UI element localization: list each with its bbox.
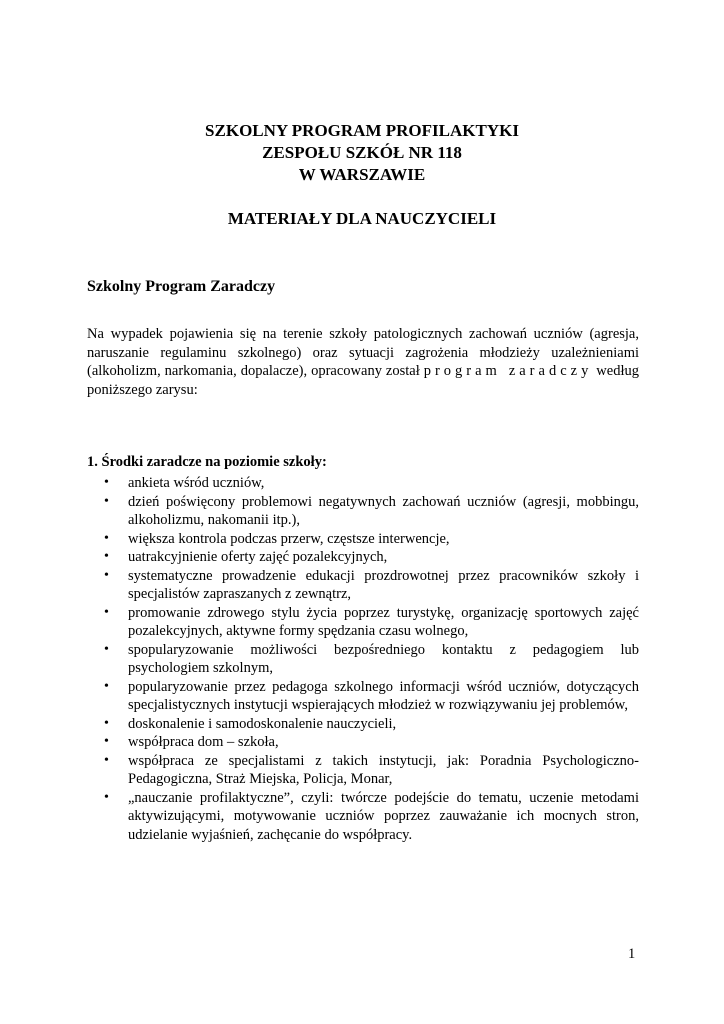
list-item (87, 733, 639, 752)
bullet-icon: • (104, 715, 109, 731)
bullet-icon: • (104, 493, 109, 509)
bullet-icon: • (104, 549, 109, 564)
list-item (87, 715, 639, 734)
list-item-text: ankieta wśród uczniów, (128, 475, 265, 491)
title-line: SZKOLNY PROGRAM PROFILAKTYKI (205, 121, 519, 140)
list-item (87, 752, 639, 789)
list-item-text: „nauczanie profilaktyczne”, czyli: twórcze podejście do tematu, uczenie metodami aktywizującymi, motywowanie uczniów poprzez zauważanie ich mocnych stron, udzielanie wyjaśnień, zachęcanie do współpracy. (128, 789, 639, 843)
bullet-icon: • (104, 789, 109, 805)
list-item (87, 789, 639, 845)
intro-paragraph (87, 325, 639, 399)
bullet-icon: • (104, 530, 109, 546)
list-item (87, 604, 639, 641)
title-line: ZESPOŁU SZKÓŁ NR 118 (262, 143, 462, 162)
document-subtitle: MATERIAŁY DLA NAUCZYCIELI (227, 209, 497, 228)
list-item-text: popularyzowanie przez pedagoga szkolnego informacji wśród uczniów, dotyczących specjalistycznych instytucji wspierających młodzież w rozwiązywaniu jej problemów, (128, 678, 639, 713)
intro-text-after: według poniższego zarysu: (87, 363, 639, 398)
list-item (87, 641, 639, 678)
bullet-icon: • (104, 604, 109, 620)
list-item-text: systematyczne prowadzenie edukacji prozdrowotnej przez pracowników szkoły i specjalistów zapraszanych z zewnątrz, (128, 567, 639, 602)
bullet-icon: • (104, 734, 109, 749)
list-item (87, 493, 639, 530)
list-item (87, 474, 639, 493)
bullet-icon: • (104, 678, 109, 694)
list-heading: 1. Środki zaradcze na poziomie szkoły: (87, 454, 327, 470)
list-item-text: dzień poświęcony problemowi negatywnych zachowań uczniów (agresji, mobbingu, alkoholizmu, nakomanii itp.), (128, 493, 639, 528)
intro-text-spaced: program zaradczy (423, 363, 593, 379)
list-item-text: spopularyzowanie możliwości bezpośredniego kontaktu z pedagogiem lub psychologiem szkolnym, (128, 641, 639, 676)
measures-list (87, 474, 639, 844)
list-item-text: uatrakcyjnienie oferty zajęć pozalekcyjnych, (128, 549, 388, 565)
page-number: 1 (628, 946, 636, 962)
title-line: W WARSZAWIE (298, 165, 426, 184)
list-item-text: doskonalenie i samodoskonalenie nauczycieli, (128, 715, 397, 732)
list-item-text: promowanie zdrowego stylu życia poprzez turystykę, organizację sportowych zajęć pozalekcyjnych, aktywne formy spędzania czasu wolnego, (128, 604, 639, 639)
list-item (87, 548, 639, 567)
bullet-icon: • (104, 567, 109, 583)
bullet-icon: • (104, 752, 109, 768)
section-heading: Szkolny Program Zaradczy (87, 278, 276, 295)
list-item (87, 678, 639, 715)
list-item (87, 530, 639, 549)
list-item-text: współpraca dom – szkoła, (128, 734, 279, 750)
bullet-icon: • (104, 641, 109, 657)
bullet-icon: • (104, 475, 109, 490)
list-item (87, 567, 639, 604)
intro-text-before: Na wypadek pojawienia się na terenie szkoły patologicznych zachowań uczniów (agresja, naruszanie regulaminu szkolnego) oraz sytuacji zagrożenia młodzieży uzależnieniami (alkoholizm, narkomania, dopalacze), opracowany został (87, 326, 639, 379)
document-title (0, 120, 724, 186)
list-item-text: współpraca ze specjalistami z takich instytucji, jak: Poradnia Psychologiczno-Pedagogiczna, Straż Miejska, Policja, Monar, (128, 752, 639, 787)
list-item-text: większa kontrola podczas przerw, częstsze interwencje, (128, 530, 450, 547)
